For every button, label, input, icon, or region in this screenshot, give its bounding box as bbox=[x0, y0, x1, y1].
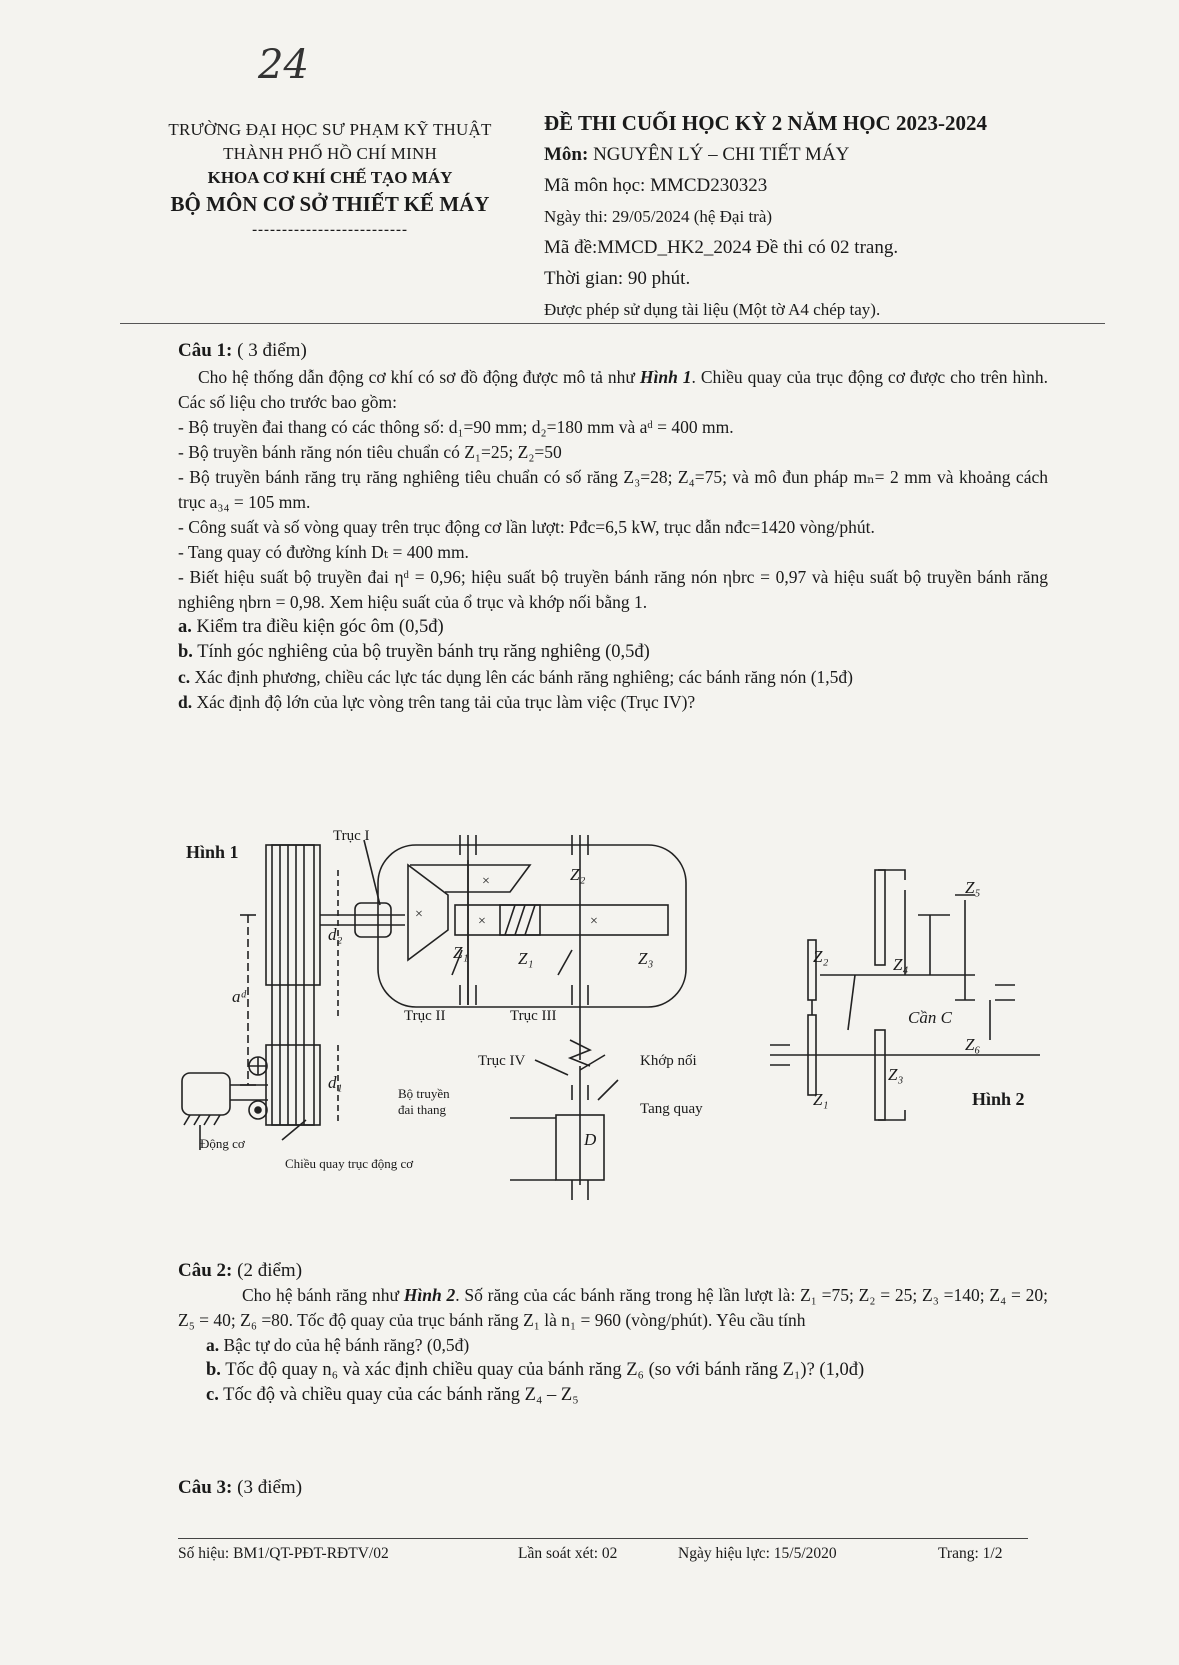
handwritten-page-number: 24 bbox=[258, 42, 309, 88]
label-motor: Động cơ bbox=[200, 1136, 245, 1151]
q3-title: Câu 3: bbox=[178, 1477, 233, 1498]
q2-intro-a: Cho hệ bánh răng như bbox=[242, 1285, 399, 1305]
figure-2-drawing bbox=[770, 870, 1040, 1120]
subject-label: Môn: bbox=[544, 144, 589, 165]
fig1-caption: Hình 1 bbox=[186, 842, 239, 862]
header-dashes: -------------------------- bbox=[252, 222, 408, 238]
page-footer bbox=[178, 1538, 1028, 1569]
q1-b: Tính góc nghiêng của bộ truyền bánh trụ răng nghiêng (0,5đ) bbox=[197, 642, 650, 662]
exam-materials: Được phép sử dụng tài liệu (Một tờ A4 chép tay). bbox=[544, 300, 881, 319]
label-drum: Tang quay bbox=[640, 1101, 703, 1117]
label-truc-4: Trục IV bbox=[478, 1053, 526, 1069]
q2-title: Câu 2: bbox=[178, 1260, 233, 1281]
footer-revision: Lần soát xét: 02 bbox=[518, 1545, 618, 1562]
gearbox-housing bbox=[378, 845, 686, 1007]
label-z1-mid: Z₁ bbox=[518, 949, 534, 968]
q2-b: Tốc độ quay n₆ và xác định chiều quay của bánh răng Z₆ (so với bánh răng Z₁)? (1,0đ) bbox=[225, 1360, 865, 1380]
svg-text:×: × bbox=[415, 907, 423, 922]
fig2-z3: Z₃ bbox=[888, 1065, 904, 1084]
q2-a: Bậc tự do của hệ bánh răng? (0,5đ) bbox=[223, 1335, 470, 1355]
label-z2: Z₂ bbox=[570, 865, 586, 884]
exam-title: ĐỀ THI CUỐI HỌC KỲ 2 NĂM HỌC 2023-2024 bbox=[544, 111, 987, 135]
figure-1-labels bbox=[186, 828, 703, 1171]
q1-fig-ref: Hình 1 bbox=[639, 367, 692, 387]
question-2 bbox=[178, 1258, 1048, 1408]
q1-bullet-3: - Bộ truyền bánh răng trụ răng nghiêng tiêu chuẩn có số răng Z₃=28; Z₄=75; và mô đun pháp mₙ= 2 mm và khoảng cách trục a₃₄ = 105 mm. bbox=[178, 467, 1048, 512]
fig2-z6: Z₆ bbox=[965, 1035, 981, 1054]
q1-intro-a: Cho hệ thống dẫn động cơ khí có sơ đồ động được mô tả như bbox=[198, 367, 635, 387]
fig2-caption: Hình 2 bbox=[972, 1089, 1025, 1109]
question-3 bbox=[178, 1475, 1048, 1500]
fig2-z4: Z₄ bbox=[893, 955, 909, 974]
label-d1: d₁ bbox=[328, 1073, 343, 1092]
course-code: Mã môn học: MMCD230323 bbox=[544, 175, 768, 196]
svg-text:×: × bbox=[478, 914, 486, 929]
fig2-arm: Cần C bbox=[908, 1008, 952, 1027]
label-truc-1: Trục I bbox=[333, 828, 370, 844]
q1-d-label: d. bbox=[178, 692, 193, 712]
svg-text:×: × bbox=[590, 914, 598, 929]
figure-2-labels bbox=[813, 878, 1025, 1109]
fig2-z2: Z₂ bbox=[813, 947, 829, 966]
q1-points: ( 3 điểm) bbox=[237, 340, 307, 361]
svg-text:×: × bbox=[482, 874, 490, 889]
exam-duration: Thời gian: 90 phút. bbox=[544, 268, 691, 289]
q2-fig-ref: Hình 2 bbox=[403, 1285, 456, 1305]
q2-c-label: c. bbox=[206, 1385, 219, 1405]
label-truc-3: Trục III bbox=[510, 1008, 557, 1024]
city-name: THÀNH PHỐ HỒ CHÍ MINH bbox=[223, 144, 437, 163]
fig2-z1: Z₁ bbox=[813, 1090, 829, 1109]
motor bbox=[182, 1073, 230, 1115]
label-d2: d₂ bbox=[328, 925, 343, 944]
label-belt-1: Bộ truyền bbox=[398, 1086, 450, 1101]
q3-points: (3 điểm) bbox=[237, 1477, 303, 1498]
exam-date: Ngày thi: 29/05/2024 (hệ Đại trà) bbox=[544, 207, 773, 226]
label-z1-left: Z₁ bbox=[453, 943, 469, 962]
q1-a-label: a. bbox=[178, 617, 192, 637]
label-D: D bbox=[584, 1130, 597, 1149]
label-coupling: Khớp nối bbox=[640, 1053, 697, 1069]
q1-bullet-5: - Tang quay có đường kính Dₜ = 400 mm. bbox=[178, 542, 469, 562]
q2-c: Tốc độ và chiều quay của các bánh răng Z₄ – Z₅ bbox=[223, 1385, 579, 1405]
label-belt-2: đai thang bbox=[398, 1102, 447, 1117]
q2-b-label: b. bbox=[206, 1360, 221, 1380]
q1-c-label: c. bbox=[178, 667, 191, 687]
faculty-name: KHOA CƠ KHÍ CHẾ TẠO MÁY bbox=[207, 168, 453, 187]
footer-form-code: Số hiệu: BM1/QT-PĐT-RĐTV/02 bbox=[178, 1545, 389, 1562]
label-ad: aᵈ bbox=[232, 987, 246, 1006]
label-direction: Chiều quay trục động cơ bbox=[285, 1156, 414, 1171]
label-z3: Z₃ bbox=[638, 949, 654, 968]
q2-points: (2 điểm) bbox=[237, 1260, 303, 1281]
q1-title: Câu 1: bbox=[178, 340, 233, 361]
footer-effective-date: Ngày hiệu lực: 15/5/2020 bbox=[678, 1545, 837, 1562]
q1-bullet-2: - Bộ truyền bánh răng nón tiêu chuẩn có Z₁=25; Z₂=50 bbox=[178, 442, 562, 462]
label-truc-2: Trục II bbox=[404, 1008, 446, 1024]
footer-page-number: Trang: 1/2 bbox=[938, 1545, 1003, 1562]
subject-name: NGUYÊN LÝ – CHI TIẾT MÁY bbox=[593, 144, 850, 165]
q2-a-label: a. bbox=[206, 1335, 220, 1355]
department-name: BỘ MÔN CƠ SỞ THIẾT KẾ MÁY bbox=[170, 192, 490, 216]
q1-b-label: b. bbox=[178, 642, 193, 662]
university-name: TRƯỜNG ĐẠI HỌC SƯ PHẠM KỸ THUẬT bbox=[168, 120, 492, 139]
q1-intro-b: . Chiều quay của trục động cơ được cho trên hình. Các số liệu cho trước bao gồm: bbox=[178, 367, 1048, 412]
q1-a: Kiểm tra điều kiện góc ôm (0,5đ) bbox=[196, 617, 444, 637]
exam-code: Mã đề:MMCD_HK2_2024 Đề thi có 02 trang. bbox=[544, 237, 899, 258]
q1-bullet-1: - Bộ truyền đai thang có các thông số: d₁=90 mm; d₂=180 mm và aᵈ = 400 mm. bbox=[178, 417, 734, 437]
q1-bullet-4: - Công suất và số vòng quay trên trục động cơ lần lượt: Pđc=6,5 kW, trục dẫn nđc=1420 vòng/phút. bbox=[178, 517, 875, 537]
fig2-z5: Z₅ bbox=[965, 878, 981, 897]
q1-c: Xác định phương, chiều các lực tác dụng lên các bánh răng nghiêng; các bánh răng nón (1,5đ) bbox=[194, 667, 853, 687]
q2-intro-b: . Số răng của các bánh răng trong hệ lần lượt là: Z₁ =75; Z₂ = 25; Z₃ =140; Z₄ = 20; Z₅ = 40; Z₆ =80. Tốc độ quay của trục bánh răng Z₁ là n₁ = 960 (vòng/phút). Yêu cầu tính bbox=[178, 1285, 1048, 1330]
q1-bullet-6: - Biết hiệu suất bộ truyền đai ηᵈ = 0,96; hiệu suất bộ truyền bánh răng nón ηbrc = 0,97 và hiệu suất bộ truyền bánh răng nghiêng ηbrn = 0,98. Xem hiệu suất của ổ trục và khớp nối bằng 1. bbox=[178, 567, 1048, 612]
q1-d: Xác định độ lớn của lực vòng trên tang tải của trục làm việc (Trục IV)? bbox=[196, 692, 696, 712]
